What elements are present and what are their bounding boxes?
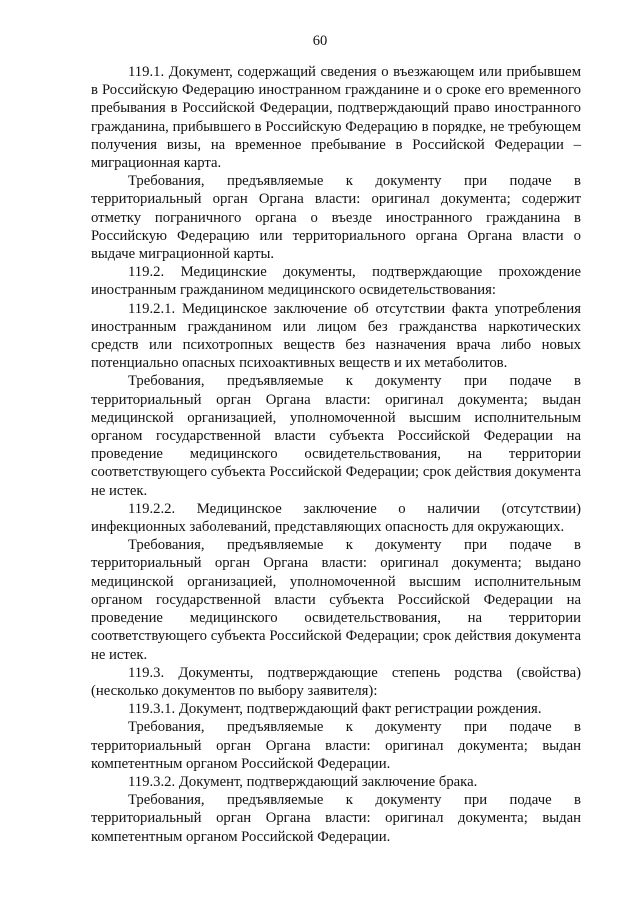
paragraph-119-3-1: 119.3.1. Документ, подтверждающий факт регистрации рождения. (128, 701, 542, 718)
paragraph-requirements-drug-test: Требования, предъявляемые к документу при подаче в территориальный орган Органа власти: оригинал документа; выдан медицинской организацией, уполномоченной высшим исполнительным органом государственной власти субъекта Российской Федерации на проведение медицинского освидетельствования, на территории соответствующего субъекта Российской Федерации; срок действия документа не истек. (91, 373, 581, 499)
paragraph-requirements-migration-card: Требования, предъявляемые к документу при подаче в территориальный орган Органа власти: оригинал документа; содержит отметку пограничного органа о въезде иностранного гражданина в Российскую Федерацию или территориального органа Органа власти о выдаче миграционной карты. (91, 173, 581, 263)
paragraph-119-2-1: 119.2.1. Медицинское заключение об отсутствии факта употребления иностранным гражданином или лицом без гражданства наркотических средств или психотропных веществ без назначения врача либо новых потенциально опасных психоактивных веществ и их метаболитов. (91, 300, 581, 372)
paragraph-119-2: 119.2. Медицинские документы, подтверждающие прохождение иностранным гражданином медицинского освидетельствования: (91, 264, 581, 299)
paragraph-requirements-infection-test: Требования, предъявляемые к документу при подаче в территориальный орган Органа власти: оригинал документа; выдано медицинской организацией, уполномоченной высшим исполнительным органом государственной власти субъекта Российской Федерации на проведение медицинского освидетельствования, на территории соответствующего субъекта Российской Федерации; срок действия документа не истек. (91, 537, 581, 663)
paragraph-requirements-marriage-record: Требования, предъявляемые к документу при подаче в территориальный орган Органа власти: оригинал документа; выдан компетентным органом Российской Федерации. (91, 792, 581, 845)
page-number: 60 (312, 33, 328, 49)
paragraph-119-3: 119.3. Документы, подтверждающие степень родства (свойства) (несколько документов по выбору заявителя): (91, 664, 581, 699)
document-body (91, 63, 581, 846)
paragraph-119-1: 119.1. Документ, содержащий сведения о въезжающем или прибывшем в Российскую Федерацию иностранном гражданине и о сроке его временного пребывания в Российской Федерации, подтверждающий право иностранного гражданина, прибывшего в Российскую Федерацию в порядке, не требующем получения визы, на временное пребывание в Российской Федерации – миграционная карта. (91, 64, 581, 172)
paragraph-119-3-2: 119.3.2. Документ, подтверждающий заключение брака. (128, 773, 478, 790)
paragraph-119-2-2: 119.2.2. Медицинское заключение о наличии (отсутствии) инфекционных заболеваний, представляющих опасность для окружающих. (91, 500, 581, 536)
paragraph-requirements-birth-record: Требования, предъявляемые к документу при подаче в территориальный орган Органа власти: оригинал документа; выдан компетентным органом Российской Федерации. (91, 719, 581, 772)
